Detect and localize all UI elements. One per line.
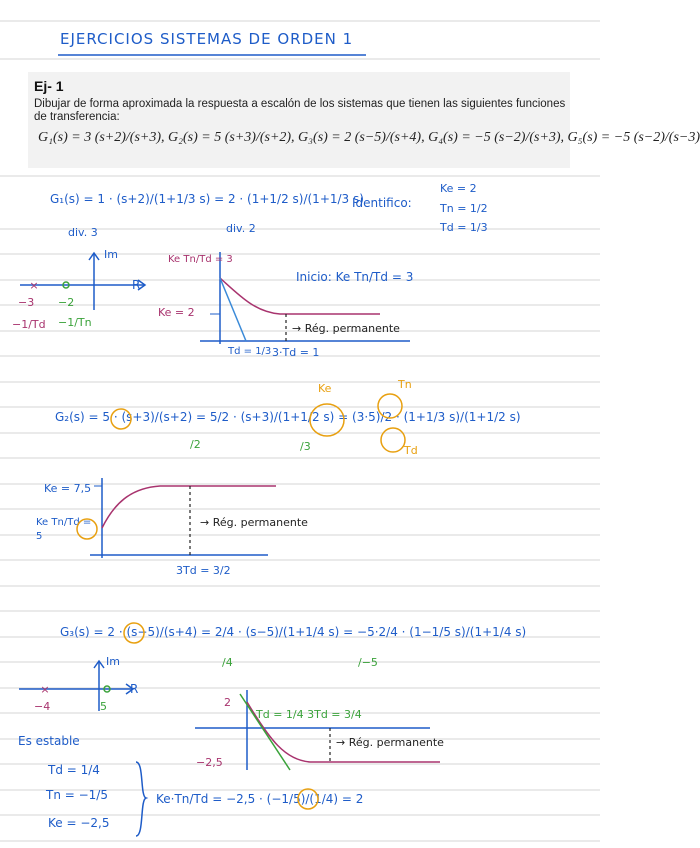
g1-td-mark: Td = 1/3 xyxy=(228,346,272,357)
g3-param-ke: Ke = −2,5 xyxy=(48,816,110,830)
g1-inicio: Inicio: Ke Tn/Td = 3 xyxy=(296,270,414,284)
g3-stable-label: Es estable xyxy=(18,734,80,748)
g2-settle: 3Td = 3/2 xyxy=(176,564,231,577)
exercise-label: Ej- 1 xyxy=(34,78,64,94)
g3-td-line: Td = 1/4 3Td = 3/4 xyxy=(256,708,362,721)
g3-param-td: Td = 1/4 xyxy=(48,763,100,777)
g3-brace xyxy=(132,760,152,840)
g3-annotation-2: /−5 xyxy=(358,656,378,669)
g2-annotation-1: /2 xyxy=(190,438,201,451)
title-underline xyxy=(58,52,368,58)
g3-equation: G₃(s) = 2 · (s−5)/(s+4) = 2/4 · (s−5)/(1+1/4 s) = −5·2/4 · (1−1/5 s)/(1+1/4 s) xyxy=(60,625,527,639)
g1-settle: 3·Td = 1 xyxy=(272,346,320,359)
exercise-description: Dibujar de forma aproximada la respuesta a escalón de los sistemas que tienen las siguientes funciones de transferencia: xyxy=(34,98,566,123)
g3-calc: Ke·Tn/Td = −2,5 · (−1/5)/(1/4) = 2 xyxy=(156,792,364,806)
page-title: EJERCICIOS SISTEMAS DE ORDEN 1 xyxy=(60,30,354,48)
g1-zero-value: −2 xyxy=(58,296,75,309)
g2-td-label: Td xyxy=(404,444,418,457)
g3-regime: → Rég. permanente xyxy=(336,736,444,749)
g2-tn-label: Tn xyxy=(398,378,412,391)
g1-tangent-line xyxy=(220,278,246,341)
g3-pole-value: −4 xyxy=(34,700,51,713)
g2-y-ke: Ke = 7,5 xyxy=(44,482,92,495)
g1-div-right: div. 2 xyxy=(226,222,256,235)
g1-y-ke: Ke = 2 xyxy=(158,306,195,319)
g3-axis-re: R xyxy=(130,682,139,696)
g1-axis-re: R xyxy=(132,278,141,292)
g2-equation: G₂(s) = 5 · (s+3)/(s+2) = 5/2 · (s+3)/(1+1/2 s) = (3·5)/2 · (1+1/3 s)/(1+1/2 s) xyxy=(55,410,521,424)
g1-tn: Tn = 1/2 xyxy=(440,202,488,215)
g2-ke-label: Ke xyxy=(318,382,332,395)
g1-pole-label: −1/Td xyxy=(12,318,46,331)
g3-axis-im: Im xyxy=(106,655,120,668)
g1-equation: G₁(s) = 1 · (s+2)/(1+1/3 s) = 2 · (1+1/2 s)/(1+1/3 s) xyxy=(50,192,364,206)
g1-ke: Ke = 2 xyxy=(440,182,477,195)
g3-param-tn: Tn = −1/5 xyxy=(46,788,108,802)
g2-regime: → Rég. permanente xyxy=(200,516,308,529)
g1-pole-marker: × xyxy=(29,279,39,292)
g2-annotation-2: /3 xyxy=(300,440,311,453)
g3-pole-marker: × xyxy=(40,683,50,696)
g1-regime: → Rég. permanente xyxy=(292,322,400,335)
exercise-formulas: G₁(s) = 3 (s+2)/(s+3), G₂(s) = 5 (s+3)/(s+2), G₃(s) = 2 (s−5)/(s+4), G₄(s) = −5 (s−2)/(s+3), G₅(s) = −5 (s−2)/(s−3) xyxy=(38,130,700,145)
g3-annotation-1: /4 xyxy=(222,656,233,669)
g1-identifico: Identifico: xyxy=(352,196,412,210)
g1-td: Td = 1/3 xyxy=(440,221,488,234)
g3-y-start: 2 xyxy=(224,696,231,709)
g1-pole-value: −3 xyxy=(18,296,35,309)
g3-zero-value: 5 xyxy=(100,700,107,713)
exercise-statement xyxy=(28,72,700,168)
g1-zero-label: −1/Tn xyxy=(58,316,92,329)
g1-axis-im: Im xyxy=(104,248,118,261)
g2-y-start: Ke Tn/Td = 5 xyxy=(36,517,92,542)
g1-y-top: Ke Tn/Td = 3 xyxy=(168,254,233,265)
g3-y-end: −2,5 xyxy=(196,756,223,769)
g1-div-left: div. 3 xyxy=(68,226,98,239)
